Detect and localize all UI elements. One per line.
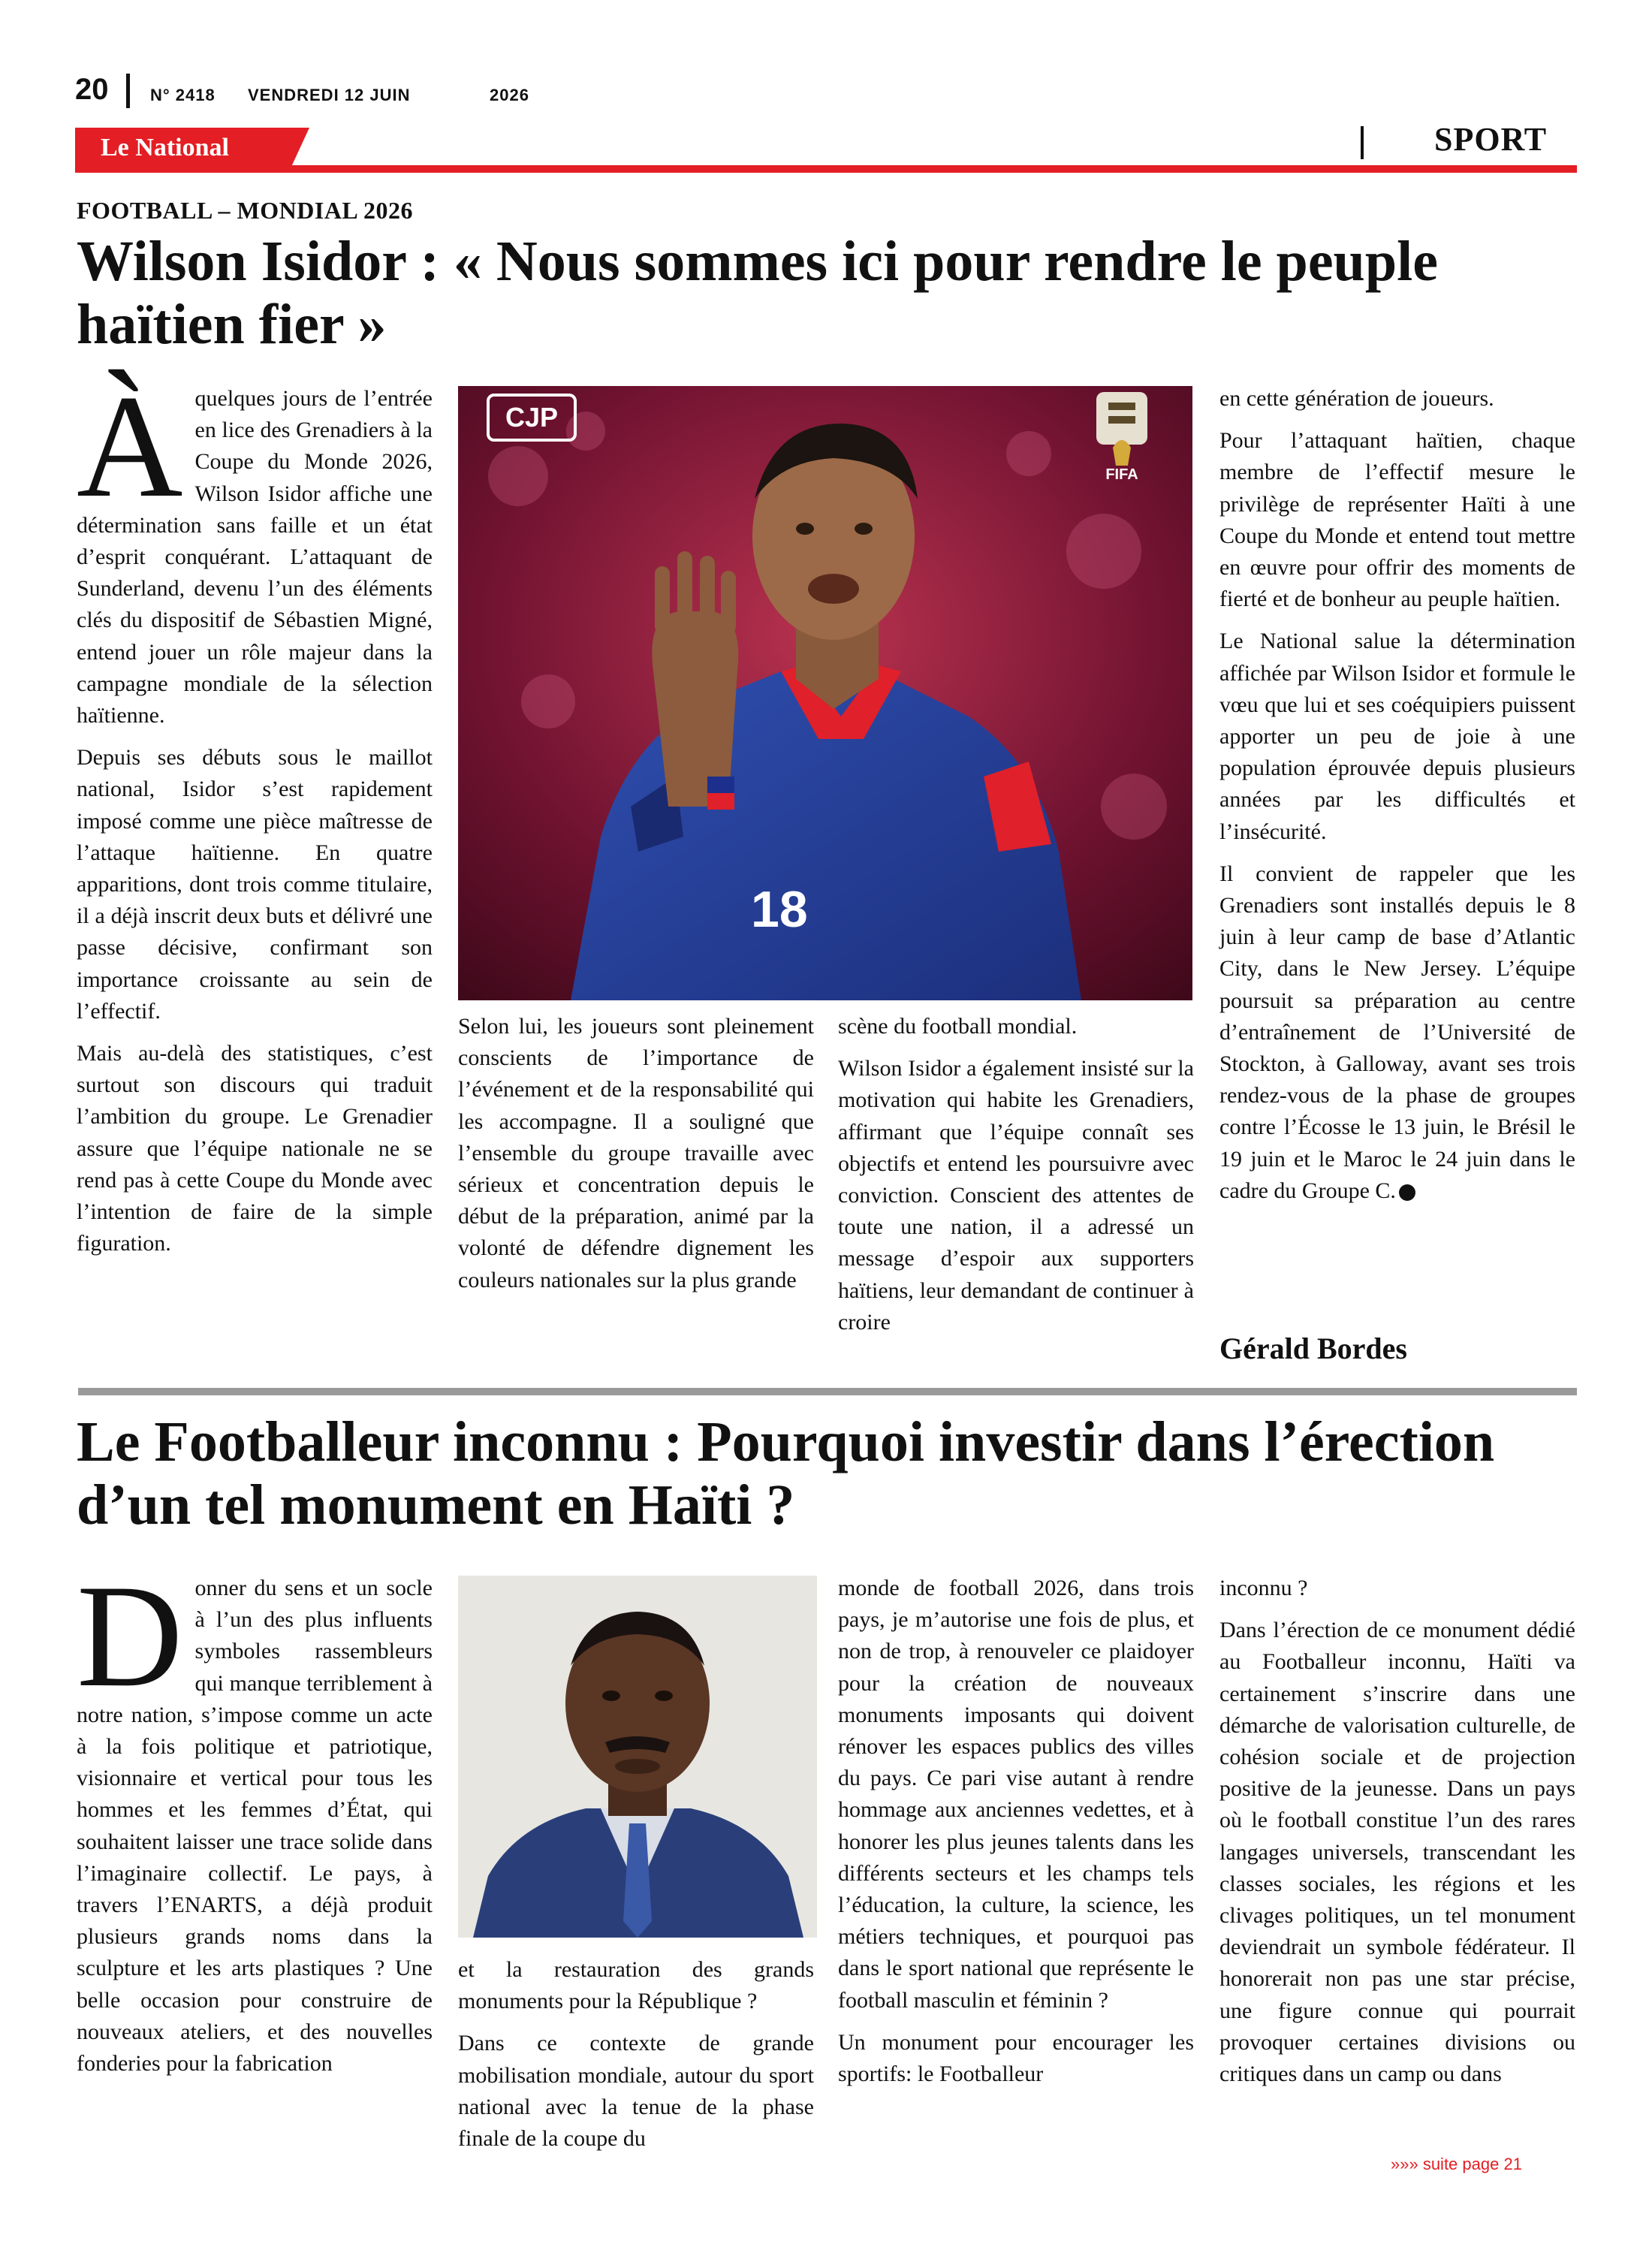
paragraph: Un monument pour encourager les sportifs: le Footballeur bbox=[838, 2029, 1194, 2087]
paragraph: Donner du sens et un socle à l’un des plus influents symboles rassembleurs qui manque terriblement à notre nation, s’impose comme un acte à la fois politique et patriotique, visionnaire et vertical pour tous les hommes et les femmes d’État, qui souhaitent laisser une trace solide dans l’imaginaire collectif. Le pays, à travers l’ENARTS, a déjà produit plusieurs grands noms dans la sculpture et les arts plastiques ? Une belle occasion pour construire de nouveaux ateliers, et des nouvelles fonderies pour la fabrication bbox=[77, 1555, 433, 2077]
article1-author: Gérald Bordes bbox=[1219, 1332, 1407, 1365]
paragraph: monde de football 2026, dans trois pays, je m’autorise une fois de plus, et non de trop, à renouveler ce plaidoyer pour la création de nouveaux monuments imposants qui doivent rénover les espaces publics des villes du pays. Ce pari vise autant à rendre hommage aux anciennes vedettes, et à honorer les plus jeunes talents dans les différents secteurs et les champs tels l’éducation, la culture, la science, les métiers techniques, et pourquoi pas dans le sport national que représente le football masculin et féminin ? bbox=[838, 1576, 1194, 2013]
article2-column-2 bbox=[458, 1954, 814, 2165]
portrait-illustration bbox=[458, 1576, 817, 1938]
article-divider bbox=[78, 1388, 1577, 1395]
article2-title: Le Footballeur inconnu : Pourquoi investir dans l’érection d’un tel monument en Haïti ? bbox=[77, 1410, 1495, 1537]
paragraph: en cette génération de joueurs. bbox=[1219, 386, 1494, 411]
paragraph: Pour l’attaquant haïtien, chaque membre de l’effectif mesure le privilège de représenter Haïti à une Coupe du Monde et entend tout mettre en œuvre pour offrir des moments de fierté et de bonheur au peuple haïtien. bbox=[1219, 428, 1575, 612]
article1-column-2 bbox=[458, 1011, 814, 1307]
fifa-world-cup-logo bbox=[1083, 388, 1161, 482]
photo-watermark: CJP bbox=[487, 394, 577, 442]
fifa-label: FIFA bbox=[1105, 466, 1138, 482]
article2-column-3 bbox=[838, 1573, 1194, 2101]
section-divider bbox=[1361, 126, 1364, 159]
author-portrait bbox=[458, 1576, 817, 1938]
issue-year: 2026 bbox=[490, 86, 529, 104]
paragraph: Il convient de rappeler que les Grenadiers sont installés depuis le 8 juin à leur camp de base d’Atlantic City, dans le New Jersey. L’équipe poursuit sa préparation au centre d’entraînement de l’Université de Stockton, à Galloway, avant ses trois rendez-vous de la phase de groupes contre l’Écosse le 13 juin, le Brésil le 19 juin et le Maroc le 24 juin dans le cadre du Groupe C. bbox=[1219, 861, 1575, 1203]
paragraph: Dans l’érection de ce monument dédié au Footballeur inconnu, Haïti va certainement s’inscrire dans une démarche de valorisation culturelle, de cohésion sociale et de projection positive de la jeunesse. Dans un pays où le football constitue l’un des rares langages universels, transcendant les classes sociales, les régions et les clivages politiques, un tel monument deviendrait un symbole fédérateur. Il honorerait non pas une star précise, une figure connue qui pourrait provoquer certaines divisions ou critiques dans un camp ou dans bbox=[1219, 1618, 1575, 2087]
header-divider bbox=[126, 74, 130, 108]
section-label: SPORT bbox=[1434, 121, 1548, 158]
article2-column-1 bbox=[77, 1555, 433, 2090]
article1-kicker: FOOTBALL – MONDIAL 2026 bbox=[77, 197, 413, 224]
article1-column-4 bbox=[1219, 383, 1575, 1217]
paragraph: scène du football mondial. bbox=[838, 1014, 1078, 1039]
header-rule bbox=[75, 165, 1577, 173]
page-number: 20 bbox=[75, 73, 109, 106]
article1-column-1 bbox=[77, 365, 433, 1270]
issue-number: N° 2418 bbox=[150, 86, 216, 104]
paragraph: Àquelques jours de l’entrée en lice des Grenadiers à la Coupe du Monde 2026, Wilson Isidor affiche une détermination sans faille et un état d’esprit conquérant. L’attaquant de Sunderland, devenu l’un des éléments clés du dispositif de Sébastien Migné, entend jouer un rôle majeur dans la campagne mondiale de la sélection haïtienne. bbox=[77, 365, 433, 728]
paragraph: Wilson Isidor a également insisté sur la motivation qui habite les Grenadiers, affirmant que l’équipe connaît ses objectifs et entend les poursuivre avec conviction. Conscient des attentes de toute une nation, il a adressé un message d’espoir aux supporters haïtiens, leur demandant de continuer à croire bbox=[838, 1056, 1194, 1335]
issue-date: VENDREDI 12 JUIN bbox=[248, 86, 411, 104]
continued-link[interactable]: »»» suite page 21 bbox=[1391, 2155, 1522, 2173]
article1-title: Wilson Isidor : « Nous sommes ici pour rendre le peuple haïtien fier » bbox=[77, 230, 1438, 356]
paragraph: Depuis ses débuts sous le maillot national, Isidor s’est rapidement imposé comme une pièce maîtresse de l’attaque haïtienne. En quatre apparitions, dont trois comme titulaire, il a déjà inscrit deux buts et délivré une passe décisive, confirmant son importance croissante au sein de l’effectif. bbox=[77, 745, 433, 1024]
paragraph: Mais au-delà des statistiques, c’est surtout son discours qui traduit l’ambition du groupe. Le Grenadier assure que l’équipe nationale ne se rend pas à cette Coupe du Monde avec l’intention de faire de la simple figuration. bbox=[77, 1041, 433, 1256]
paragraph: inconnu ? bbox=[1219, 1576, 1308, 1600]
article1-column-3 bbox=[838, 1011, 1194, 1349]
paragraph: Le National salue la détermination affichée par Wilson Isidor et formule le vœu que lui et ses coéquipiers puissent apporter un peu de joie à une population éprouvée depuis plusieurs années par les difficultés et l’insécurité. bbox=[1219, 629, 1575, 844]
paragraph: Selon lui, les joueurs sont pleinement conscients de l’importance de l’événement et de la responsabilité qui les accompagne. Il a souligné que l’ensemble du groupe travaille avec sérieux et concentration depuis le début de la préparation, animé par la volonté de défendre dignement les couleurs nationales sur la plus grande bbox=[458, 1014, 814, 1292]
dropcap: À bbox=[77, 365, 183, 528]
brand-logo: Le National bbox=[101, 134, 229, 161]
article2-column-4 bbox=[1219, 1573, 1575, 2101]
end-mark-icon bbox=[1399, 1184, 1415, 1201]
paragraph: et la restauration des grands monuments pour la République ? bbox=[458, 1957, 814, 2014]
jersey-number: 18 bbox=[751, 881, 808, 938]
dropcap: D bbox=[77, 1555, 183, 1718]
paragraph: Dans ce contexte de grande mobilisation mondiale, autour du sport national avec la tenue de la phase finale de la coupe du bbox=[458, 2031, 814, 2152]
